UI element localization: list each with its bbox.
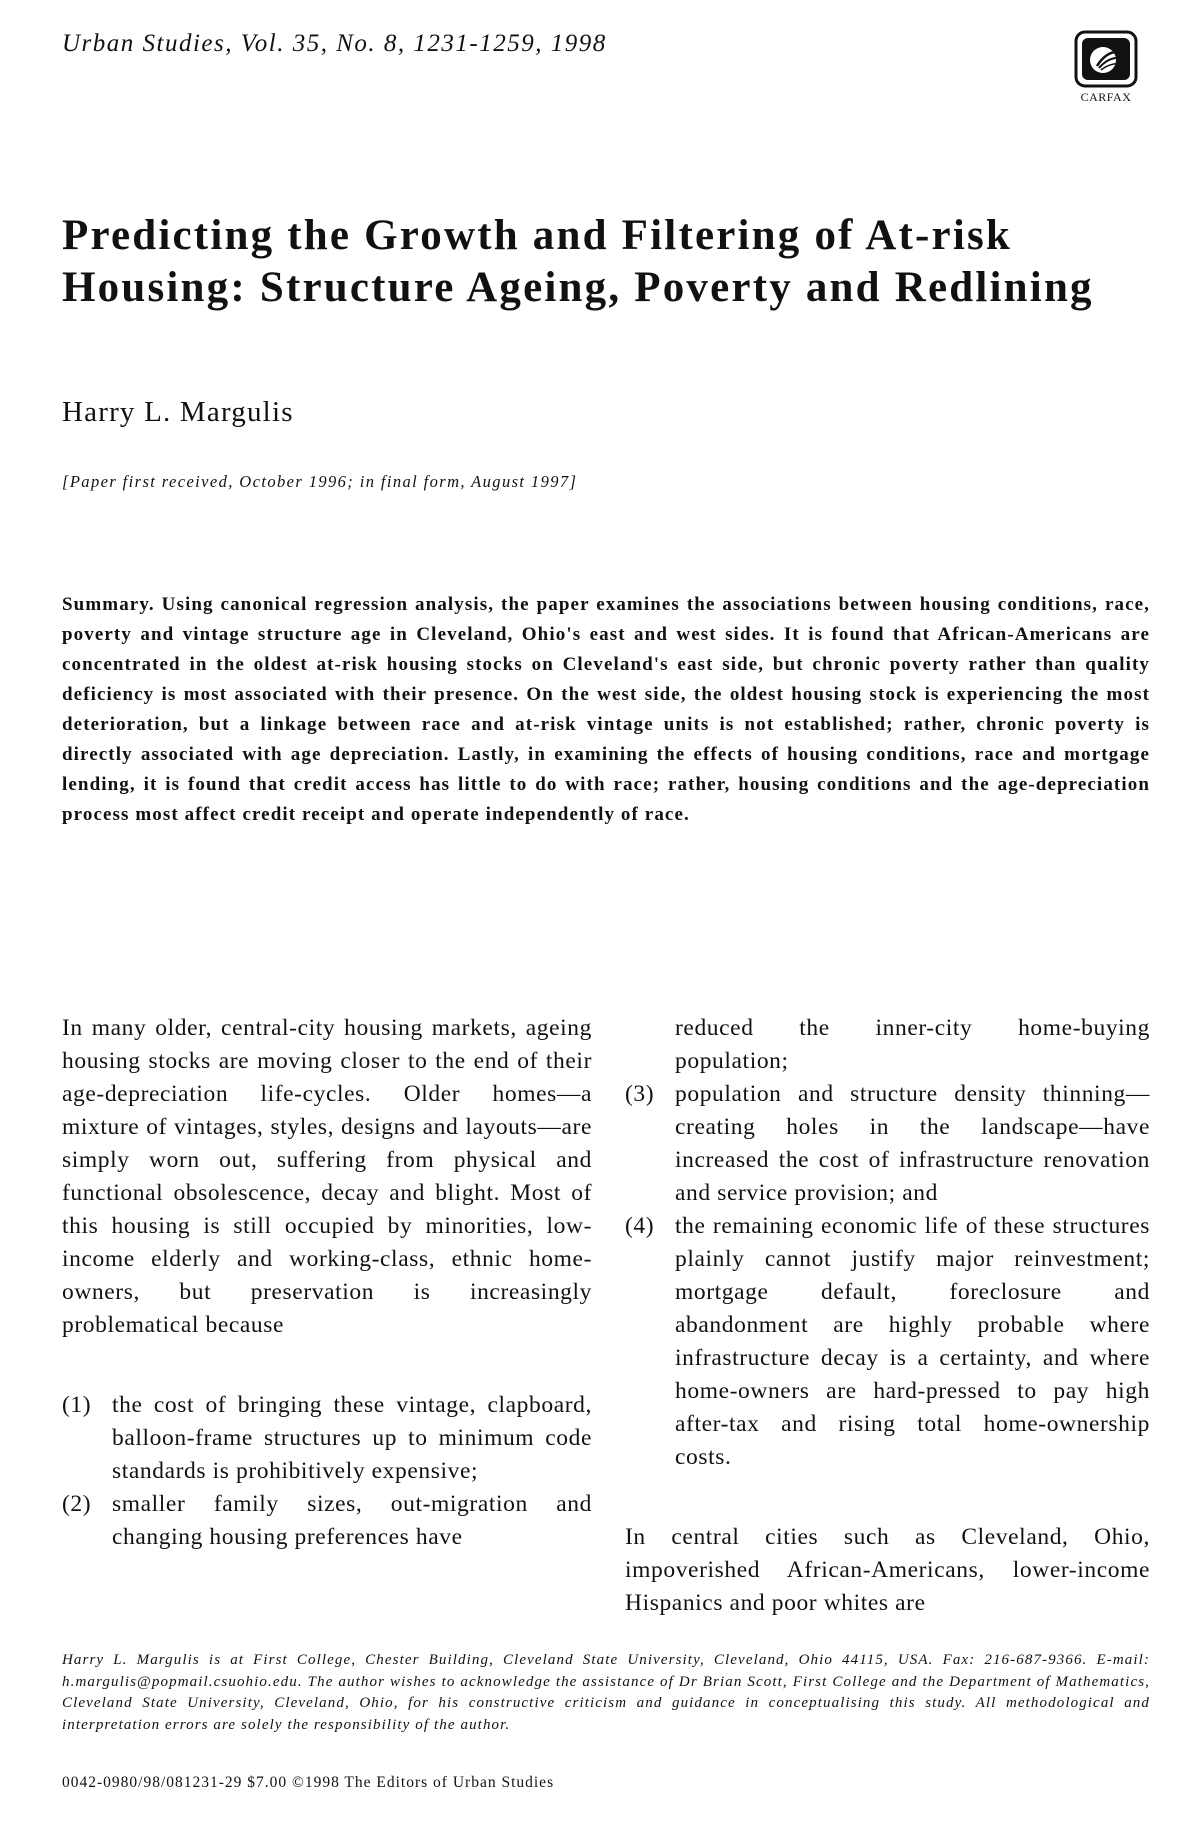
list-item-continuation bbox=[625, 1012, 1150, 1078]
list-text: smaller family sizes, out-migration and changing housing preferences have bbox=[112, 1491, 592, 1550]
list-item bbox=[62, 1389, 592, 1488]
list-number: (4) bbox=[625, 1213, 655, 1239]
intro-paragraph: In many older, central-city housing markets, ageing housing stocks are moving closer to the end of their age-depreciation life-cycles. Older homes—a mixture of vintages, styles, designs and layouts—are simply worn out, suffering from physical and functional obsolescence, decay and blight. Most of this housing is still occupied by minorities, low-income elderly and working-class, ethnic home-owners, but preservation is increasingly problematical because bbox=[62, 1015, 592, 1338]
list-item bbox=[62, 1488, 592, 1554]
list-text: the remaining economic life of these structures plainly cannot justify major reinvestment; mortgage default, foreclosure and abandonment are highly probable where infrastructure decay is a certainty, and where home-owners are hard-pressed to pay high after-tax and rising total home-ownership costs. bbox=[675, 1213, 1150, 1470]
author-footnote: Harry L. Margulis is at First College, Chester Building, Cleveland State University, Cleveland, Ohio 44115, USA. Fax: 216-687-9366. E-mail: h.margulis@popmail.csuohio.edu. The author wishes to acknowledge the assistance of Dr Brian Scott, First College and the Department of Mathematics, Cleveland State University, Cleveland, Ohio, for his constructive criticism and guidance in conceptualising this study. All methodological and interpretation errors are solely the responsibility of the author. bbox=[62, 1652, 1150, 1733]
left-column bbox=[62, 1012, 592, 1554]
publisher-logo bbox=[1071, 30, 1141, 102]
problem-list bbox=[62, 1389, 592, 1554]
list-text: population and structure density thinning—creating holes in the landscape—have increased the cost of infrastructure renovation and service provision; and bbox=[675, 1081, 1150, 1206]
list-text: the cost of bringing these vintage, clapboard, balloon-frame structures up to minimum code standards is prohibitively expensive; bbox=[112, 1392, 592, 1484]
list-item bbox=[625, 1210, 1150, 1474]
closing-paragraph: In central cities such as Cleveland, Ohio, impoverished African-Americans, lower-income Hispanics and poor whites are bbox=[625, 1524, 1150, 1616]
abstract: Summary. Using canonical regression analysis, the paper examines the associations between housing conditions, race, poverty and vintage structure age in Cleveland, Ohio's east and west sides. It is found that African-Americans are concentrated in the oldest at-risk housing stocks on Cleveland's east side, but chronic poverty rather than quality deficiency is most associated with their presence. On the west side, the oldest housing stock is experiencing the most deterioration, but a linkage between race and at-risk vintage units is not established; rather, chronic poverty is directly associated with age depreciation. Lastly, in examining the effects of housing conditions, race and mortgage lending, it is found that credit access has little to do with race; rather, housing conditions and the age-depreciation process most affect credit receipt and operate independently of race. bbox=[62, 594, 1150, 825]
received-dates: [Paper first received, October 1996; in final form, August 1997] bbox=[62, 472, 578, 491]
list-number: (1) bbox=[62, 1392, 92, 1418]
author-name: Harry L. Margulis bbox=[62, 396, 294, 428]
article-title: Predicting the Growth and Filtering of At-risk Housing: Structure Ageing, Poverty and Redlining bbox=[62, 212, 1094, 311]
list-item bbox=[625, 1078, 1150, 1210]
problem-list-continued bbox=[625, 1012, 1150, 1474]
carfax-logo-icon bbox=[1073, 30, 1139, 88]
logo-label: CARFAX bbox=[1080, 90, 1132, 104]
copyright-line: 0042-0980/98/081231-29 $7.00 ©1998 The Editors of Urban Studies bbox=[62, 1774, 555, 1791]
list-number: (2) bbox=[62, 1491, 92, 1517]
list-number: (3) bbox=[625, 1081, 655, 1107]
journal-reference: Urban Studies, Vol. 35, No. 8, 1231-1259, 1998 bbox=[62, 30, 607, 57]
list-text: reduced the inner-city home-buying population; bbox=[675, 1015, 1150, 1074]
right-column bbox=[625, 1012, 1150, 1620]
